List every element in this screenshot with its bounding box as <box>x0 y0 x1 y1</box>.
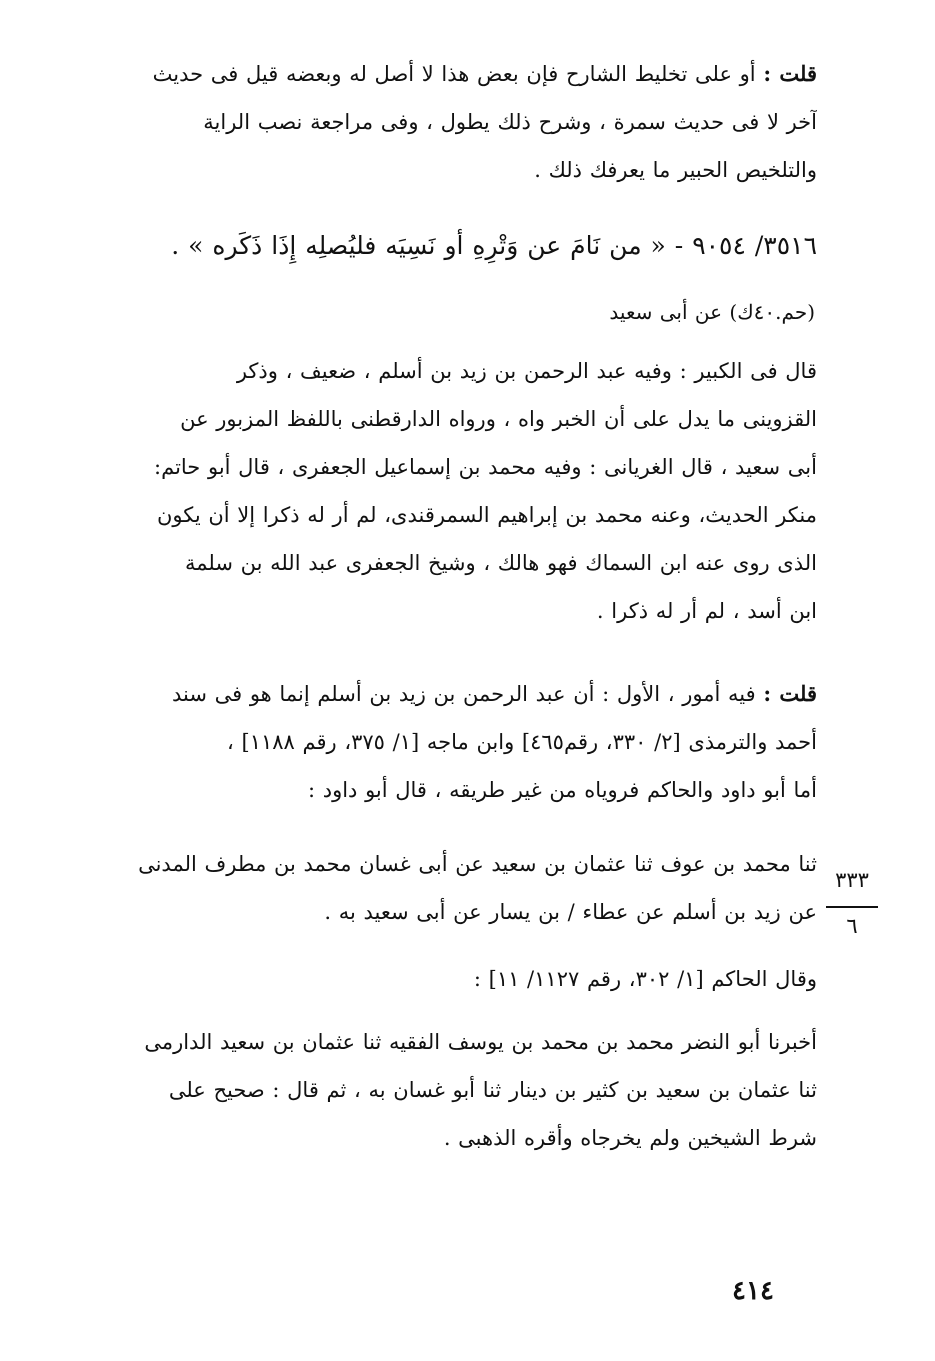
paragraph-comment-2 <box>109 670 817 814</box>
page-number: ٤١٤ <box>732 1276 774 1306</box>
text-line: الذى روى عنه ابن السماك فهو هالك ، وشيخ الجعفرى عبد الله بن سلمة <box>184 551 817 575</box>
paragraph-abu-dawud-chain <box>109 840 817 936</box>
margin-ref-divider <box>826 906 878 908</box>
text-line: قلت : فيه أمور ، الأول : أن عبد الرحمن بن زيد بن أسلم إنما هو فى سند <box>171 681 817 706</box>
text-line: قال فى الكبير : وفيه عبد الرحمن بن زيد بن أسلم ، ضعيف ، وذكر <box>236 359 817 383</box>
text-line: والتلخيص الحبير ما يعرفك ذلك . <box>534 158 817 182</box>
text-line: أما أبو داود والحاكم فروياه من غير طريقه ، قال أبو داود : <box>307 778 817 802</box>
paragraph-kabir <box>109 347 817 635</box>
paragraph-hakim-chain <box>109 1018 817 1162</box>
hadith-source: (حم.٤٠ك) عن أبى سعيد <box>609 300 815 324</box>
text-line: عن زيد بن أسلم عن عطاء / بن يسار عن أبى سعيد به . <box>324 900 817 924</box>
text-line: أبى سعيد ، قال الغريانى : وفيه محمد بن إسماعيل الجعفرى ، قال أبو حاتم: <box>154 455 817 479</box>
text-line: شرط الشيخين ولم يخرجاه وأقره الذهبى . <box>443 1126 817 1150</box>
hadith-text: - « من نَامَ عن وَتْرِهِ أو نَسِيَه فليُصلِه إِذَا ذَكَره » . <box>171 231 684 260</box>
text-line: القزوينى ما يدل على أن الخبر واه ، ورواه الدارقطنى باللفظ المزبور عن <box>180 407 817 431</box>
text-line: أخبرنا أبو النضر محمد بن محمد بن يوسف الفقيه ثنا عثمان بن سعيد الدارمى <box>144 1030 817 1054</box>
text-line: منكر الحديث، وعنه محمد بن إبراهيم السمرقندى، لم أر له ذكرا إلا أن يكون <box>156 503 817 527</box>
hadith-heading <box>109 222 817 270</box>
lead-word: قلت : <box>763 681 817 706</box>
text-line: ثنا محمد بن عوف ثنا عثمان بن سعيد عن أبى غسان محمد بن مطرف المدنى <box>138 852 817 876</box>
text-line: أحمد والترمذى [٢/ ٣٣٠، رقم٤٦٥] وابن ماجه [١/ ٣٧٥، رقم ١١٨٨] ، <box>227 730 817 754</box>
lead-word: قلت : <box>763 61 817 86</box>
text-line: قلت : أو على تخليط الشارح فإن بعض هذا لا أصل له وبعضه قيل فى حديث <box>152 61 817 86</box>
text-line: ثنا عثمان بن سعيد بن كثير بن دينار ثنا أبو غسان به ، ثم قال : صحيح على <box>168 1078 817 1102</box>
margin-ref-bottom: ٦ <box>846 914 858 938</box>
text-line: ابن أسد ، لم أر له ذكرا . <box>596 599 817 623</box>
paragraph-hakim-ref <box>109 955 817 1003</box>
paragraph-comment-1 <box>109 50 817 194</box>
hadith-number: ٣٥١٦/ ٩٠٥٤ <box>692 231 817 260</box>
margin-page-reference <box>826 868 878 938</box>
text-line: آخر لا فى حديث سمرة ، وشرح ذلك يطول ، وفى مراجعة نصب الراية <box>203 110 817 134</box>
margin-ref-top: ٣٣٣ <box>835 868 869 892</box>
text-line: وقال الحاكم [١/ ٣٠٢، رقم ١١٢٧/ ١١] : <box>473 967 817 991</box>
